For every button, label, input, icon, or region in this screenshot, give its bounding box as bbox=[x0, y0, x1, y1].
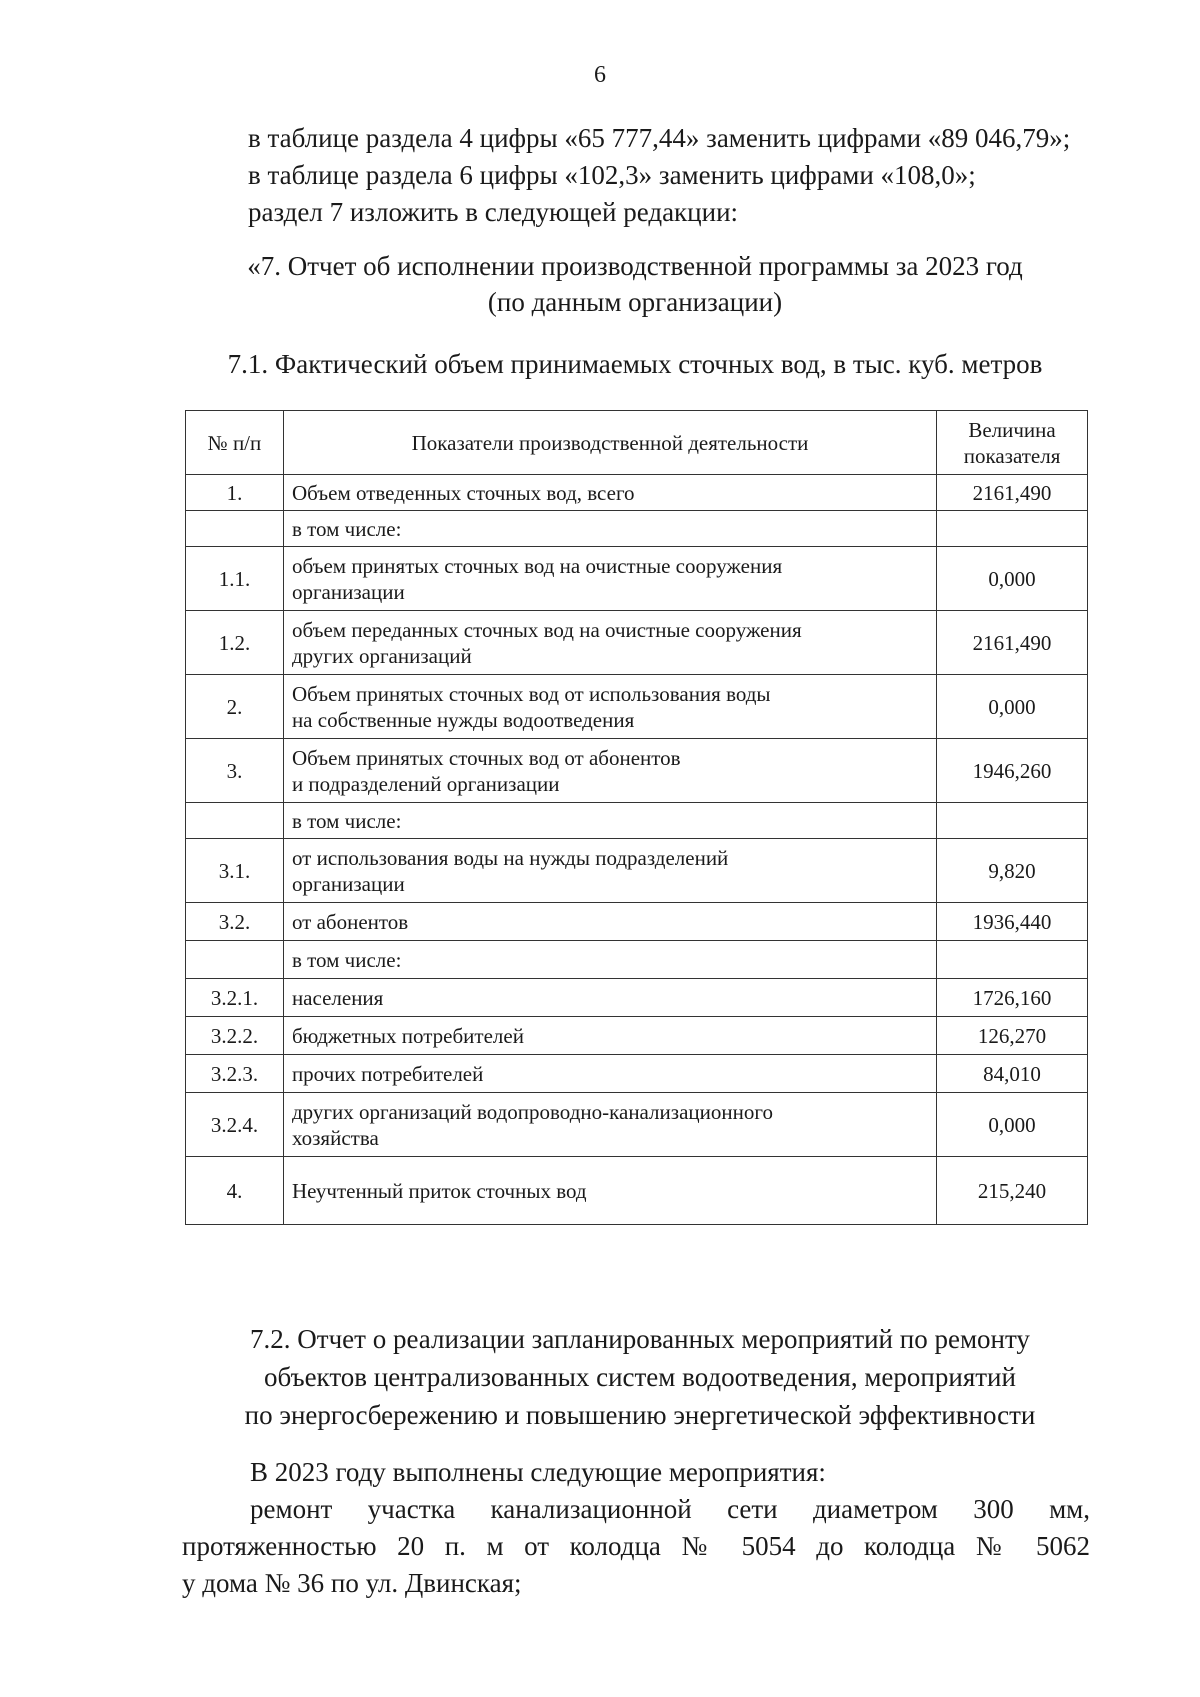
row-indicator-line: Объем принятых сточных вод от использования воды bbox=[291, 681, 771, 706]
subsection-7-2-title-line: объектов централизованных систем водоотведения, мероприятий bbox=[264, 1362, 1016, 1392]
row-indicator: населения bbox=[283, 979, 936, 1017]
header-indicator: Показатели производственной деятельности bbox=[283, 411, 936, 475]
row-num: 1.1. bbox=[186, 547, 284, 611]
row-num: 4. bbox=[186, 1157, 284, 1225]
table-row bbox=[186, 475, 1088, 511]
row-indicator-line: и подразделений организации bbox=[291, 771, 560, 796]
row-indicator bbox=[283, 739, 936, 803]
table-row bbox=[186, 1055, 1088, 1093]
row-indicator: в том числе: bbox=[283, 803, 936, 839]
row-indicator-line: организации bbox=[291, 579, 405, 604]
row-indicator: Объем отведенных сточных вод, всего bbox=[283, 475, 936, 511]
row-num: 3.2.2. bbox=[186, 1017, 284, 1055]
page-number: 6 bbox=[594, 62, 606, 88]
row-indicator-line: хозяйства bbox=[291, 1125, 379, 1150]
table-row bbox=[186, 611, 1088, 675]
body-line: В 2023 году выполнены следующие мероприятия: bbox=[250, 1457, 826, 1487]
row-value bbox=[937, 803, 1088, 839]
amendment-line: в таблице раздела 6 цифры «102,3» заменить цифрами «108,0»; bbox=[248, 160, 976, 190]
table-header-row bbox=[186, 411, 1088, 475]
subsection-7-1-title: 7.1. Фактический объем принимаемых сточных вод, в тыс. куб. метров bbox=[227, 349, 1043, 379]
table-row bbox=[186, 941, 1088, 979]
table-row bbox=[186, 839, 1088, 903]
row-indicator-line: организации bbox=[291, 871, 405, 896]
body-line: у дома № 36 по ул. Двинская; bbox=[182, 1568, 522, 1598]
row-indicator-line: объем переданных сточных вод на очистные сооружения bbox=[291, 617, 802, 642]
row-value: 1946,260 bbox=[937, 739, 1088, 803]
row-num: 3.1. bbox=[186, 839, 284, 903]
row-num bbox=[186, 941, 284, 979]
row-num: 3.2.4. bbox=[186, 1093, 284, 1157]
row-value: 84,010 bbox=[937, 1055, 1088, 1093]
row-indicator-line: объем принятых сточных вод на очистные сооружения bbox=[291, 553, 783, 578]
body-line: ремонт участка канализационной сети диаметром 300 мм, bbox=[250, 1494, 1090, 1524]
row-num: 2. bbox=[186, 675, 284, 739]
row-value: 0,000 bbox=[937, 1093, 1088, 1157]
header-value-line: Величина bbox=[968, 417, 1056, 442]
row-value: 1936,440 bbox=[937, 903, 1088, 941]
intro-amendments bbox=[248, 120, 1128, 231]
header-value-line: показателя bbox=[963, 443, 1061, 468]
table-row bbox=[186, 675, 1088, 739]
table-row bbox=[186, 547, 1088, 611]
row-value: 0,000 bbox=[937, 547, 1088, 611]
row-value: 0,000 bbox=[937, 675, 1088, 739]
header-num: № п/п bbox=[186, 411, 284, 475]
row-value: 2161,490 bbox=[937, 611, 1088, 675]
row-num bbox=[186, 803, 284, 839]
table-row bbox=[186, 1093, 1088, 1157]
row-indicator bbox=[283, 675, 936, 739]
row-indicator bbox=[283, 547, 936, 611]
section-7-title-line: (по данным организации) bbox=[487, 287, 783, 317]
subsection-7-2-title-line: по энергосбережению и повышению энергетической эффективности bbox=[244, 1400, 1036, 1430]
table-row bbox=[186, 1017, 1088, 1055]
table-row bbox=[186, 1157, 1088, 1225]
row-value: 126,270 bbox=[937, 1017, 1088, 1055]
table-row bbox=[186, 903, 1088, 941]
row-value: 9,820 bbox=[937, 839, 1088, 903]
row-num bbox=[186, 511, 284, 547]
row-num: 3.2.3. bbox=[186, 1055, 284, 1093]
row-value: 215,240 bbox=[937, 1157, 1088, 1225]
row-indicator-line: на собственные нужды водоотведения bbox=[291, 707, 635, 732]
row-value bbox=[937, 511, 1088, 547]
row-indicator: в том числе: bbox=[283, 511, 936, 547]
body-line: протяженностью 20 п. м от колодца № 5054 до колодца № 5062 bbox=[182, 1531, 1090, 1561]
table-row bbox=[186, 511, 1088, 547]
row-indicator bbox=[283, 839, 936, 903]
row-indicator-line: других организаций bbox=[291, 643, 472, 668]
row-indicator: Неучтенный приток сточных вод bbox=[283, 1157, 936, 1225]
row-indicator bbox=[283, 611, 936, 675]
table-row bbox=[186, 739, 1088, 803]
wastewater-volume-table bbox=[185, 410, 1088, 1225]
section-7-title-line: «7. Отчет об исполнении производственной программы за 2023 год bbox=[247, 251, 1023, 281]
row-indicator-line: других организаций водопроводно-канализационного bbox=[291, 1099, 773, 1124]
row-num: 3. bbox=[186, 739, 284, 803]
amendment-line: раздел 7 изложить в следующей редакции: bbox=[248, 197, 739, 227]
amendment-line: в таблице раздела 4 цифры «65 777,44» заменить цифрами «89 046,79»; bbox=[248, 123, 1071, 153]
row-value bbox=[937, 941, 1088, 979]
row-indicator: в том числе: bbox=[283, 941, 936, 979]
table-row bbox=[186, 803, 1088, 839]
subsection-7-2-title-line: 7.2. Отчет о реализации запланированных мероприятий по ремонту bbox=[250, 1324, 1030, 1354]
row-indicator-line: от использования воды на нужды подразделений bbox=[291, 845, 729, 870]
row-num: 3.2.1. bbox=[186, 979, 284, 1017]
section-7-title bbox=[190, 248, 1080, 320]
row-num: 1. bbox=[186, 475, 284, 511]
row-value: 1726,160 bbox=[937, 979, 1088, 1017]
row-value: 2161,490 bbox=[937, 475, 1088, 511]
row-indicator: от абонентов bbox=[283, 903, 936, 941]
row-indicator: прочих потребителей bbox=[283, 1055, 936, 1093]
row-indicator bbox=[283, 1093, 936, 1157]
subsection-7-2-title bbox=[190, 1320, 1090, 1434]
table-row bbox=[186, 979, 1088, 1017]
body-paragraph bbox=[182, 1454, 1090, 1602]
row-num: 3.2. bbox=[186, 903, 284, 941]
header-value bbox=[937, 411, 1088, 475]
row-indicator-line: Объем принятых сточных вод от абонентов bbox=[291, 745, 681, 770]
row-indicator: бюджетных потребителей bbox=[283, 1017, 936, 1055]
row-num: 1.2. bbox=[186, 611, 284, 675]
